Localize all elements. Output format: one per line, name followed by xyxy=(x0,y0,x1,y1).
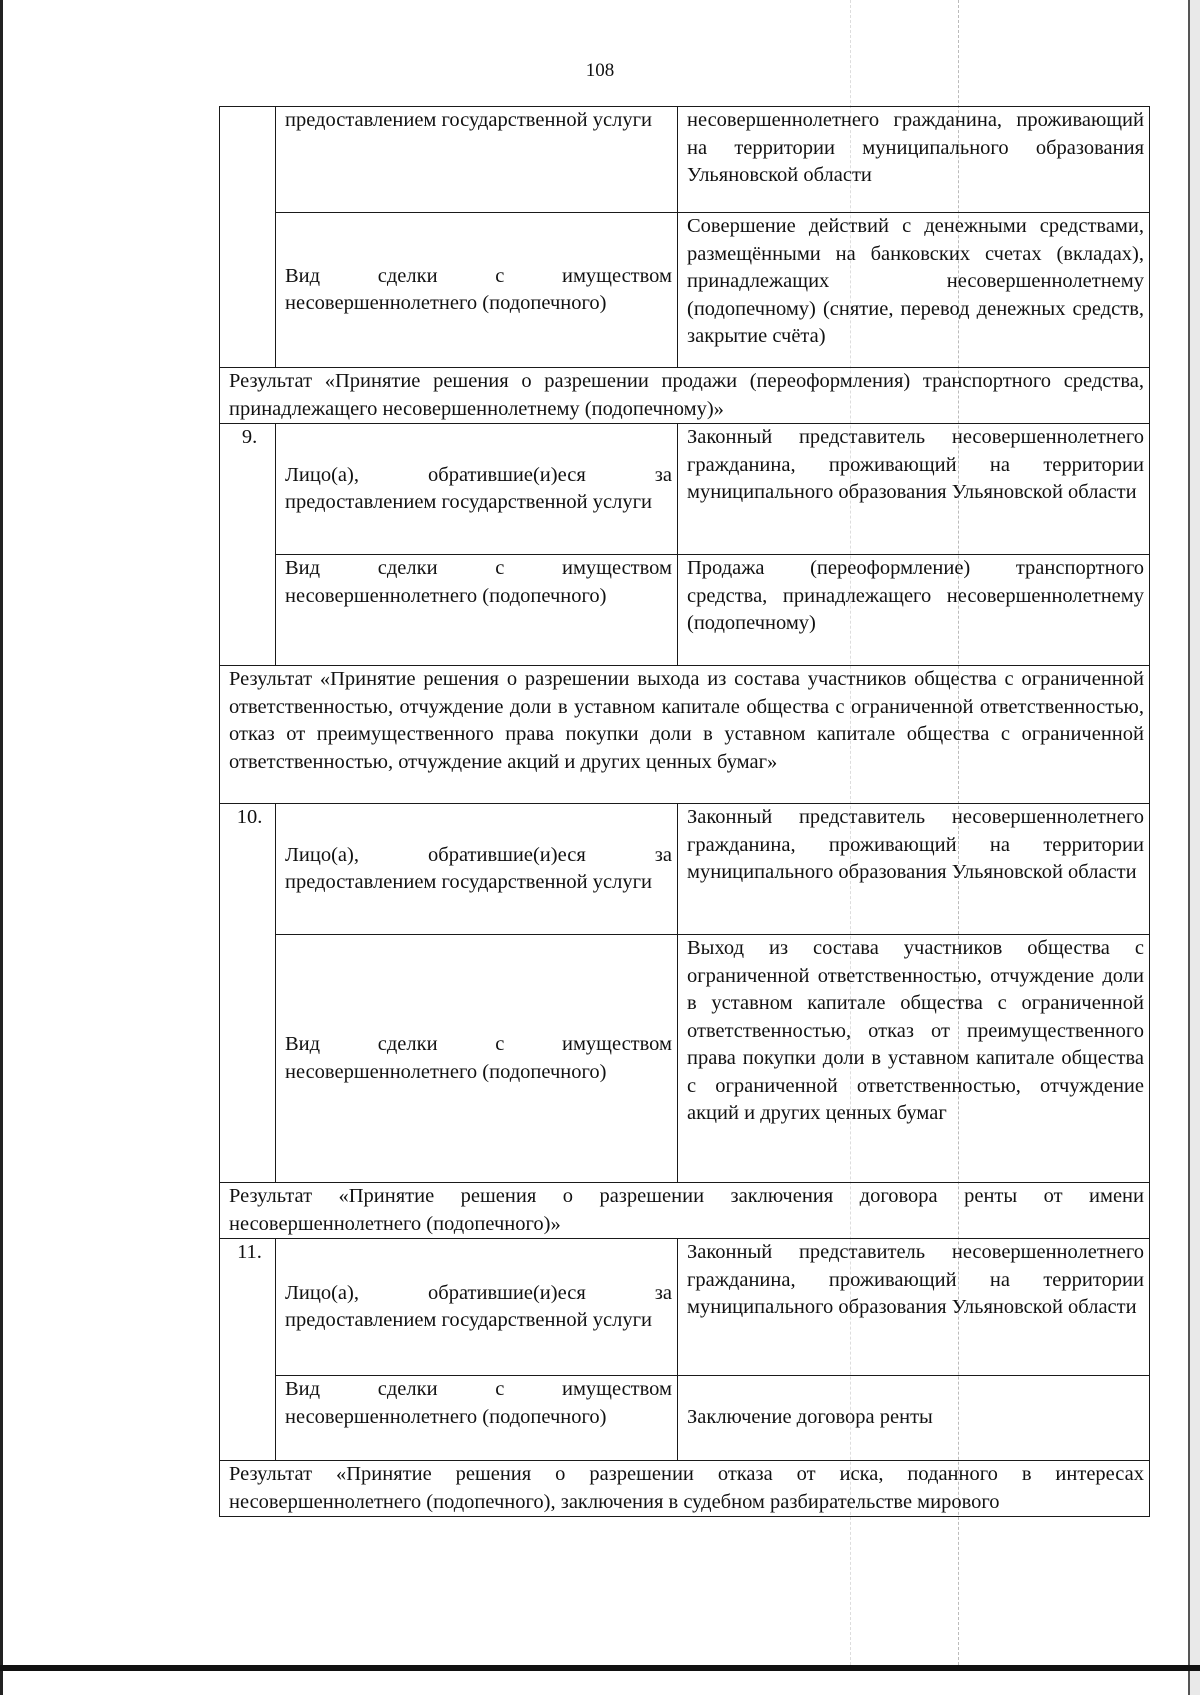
deal-value-cell: Продажа (переоформление) транспортного средства, принадлежащего несовершеннолетнему (подопечному) xyxy=(678,555,1150,666)
deal-value-cell: Выход из состава участников общества с ограниченной ответственностью, отчуждение доли в уставном капитале общества с ограниченной ответственностью, отказ от преимущественного права покупки доли в уставном капитале общества с ограниченной ответственностью, отчуждение акций и других ценных бумаг xyxy=(678,935,1150,1183)
applicant-label-cell: Лицо(а), обратившие(и)еся за предоставлением государственной услуги xyxy=(276,424,678,555)
document-table xyxy=(219,106,1150,1517)
deal-label-cell: Вид сделки с имуществом несовершеннолетнего (подопечного) xyxy=(276,213,678,368)
table-row xyxy=(220,1239,1150,1376)
deal-label-cell: Вид сделки с имуществом несовершеннолетнего (подопечного) xyxy=(276,935,678,1183)
table-row xyxy=(220,1376,1150,1461)
result-row xyxy=(220,1461,1150,1517)
deal-label-cell: Вид сделки с имуществом несовершеннолетнего (подопечного) xyxy=(276,1376,678,1461)
applicant-value-cell: Законный представитель несовершеннолетнего гражданина, проживающий на территории муниципального образования Ульяновской области xyxy=(678,1239,1150,1376)
table-row xyxy=(220,555,1150,666)
applicant-label-cell: предоставлением государственной услуги xyxy=(276,107,678,213)
applicant-value-cell: Законный представитель несовершеннолетнего гражданина, проживающий на территории муниципального образования Ульяновской области xyxy=(678,424,1150,555)
result-text: Результат «Принятие решения о разрешении заключения договора ренты от имени несовершеннолетнего (подопечного)» xyxy=(220,1183,1150,1239)
result-text: Результат «Принятие решения о разрешении отказа от иска, поданного в интересах несовершеннолетнего (подопечного), заключения в судебном разбирательстве мирового xyxy=(220,1461,1150,1517)
applicant-label-cell: Лицо(а), обратившие(и)еся за предоставлением государственной услуги xyxy=(276,804,678,935)
result-row xyxy=(220,368,1150,424)
table-row xyxy=(220,213,1150,368)
result-row xyxy=(220,1183,1150,1239)
deal-value-cell: Заключение договора ренты xyxy=(678,1376,1150,1461)
deal-label-cell: Вид сделки с имуществом несовершеннолетнего (подопечного) xyxy=(276,555,678,666)
row-number-cell: 9. xyxy=(220,424,276,666)
row-number-cell: 11. xyxy=(220,1239,276,1461)
row-number-cell: 10. xyxy=(220,804,276,1183)
scan-bottom-edge xyxy=(0,1665,1200,1671)
result-row xyxy=(220,666,1150,804)
table-row xyxy=(220,804,1150,935)
page-number: 108 xyxy=(585,60,615,81)
scan-left-edge xyxy=(0,0,3,1695)
scan-right-edge xyxy=(1188,0,1200,1695)
applicant-label-cell: Лицо(а), обратившие(и)еся за предоставлением государственной услуги xyxy=(276,1239,678,1376)
deal-value-cell: Совершение действий с денежными средствами, размещёнными на банковских счетах (вкладах), принадлежащих несовершеннолетнему (подопечному) (снятие, перевод денежных средств, закрытие счёта) xyxy=(678,213,1150,368)
table-row xyxy=(220,424,1150,555)
applicant-value-cell: Законный представитель несовершеннолетнего гражданина, проживающий на территории муниципального образования Ульяновской области xyxy=(678,804,1150,935)
result-text: Результат «Принятие решения о разрешении продажи (переоформления) транспортного средства, принадлежащего несовершеннолетнему (подопечному)» xyxy=(220,368,1150,424)
table-row xyxy=(220,935,1150,1183)
table-row xyxy=(220,107,1150,213)
row-number-cell xyxy=(220,107,276,368)
result-text: Результат «Принятие решения о разрешении выхода из состава участников общества с ограниченной ответственностью, отчуждение доли в уставном капитале общества с ограниченной ответственностью, отказ от преимущественного права покупки доли в уставном капитале общества с ограниченной ответственностью, отчуждение акций и других ценных бумаг» xyxy=(220,666,1150,804)
applicant-value-cell: несовершеннолетнего гражданина, проживающий на территории муниципального образования Ульяновской области xyxy=(678,107,1150,213)
